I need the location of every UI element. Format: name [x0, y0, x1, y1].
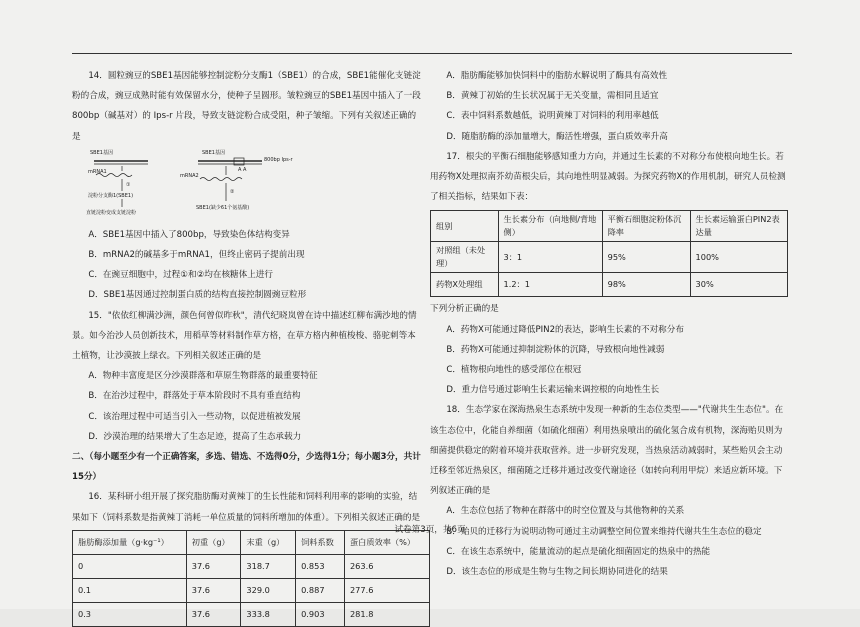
q16-option-a: A．脂肪酶能够加快饲料中的脂肪水解说明了酶具有高效性: [446, 71, 668, 81]
table-header-row: [431, 211, 788, 242]
table-cell: 3：1: [498, 242, 602, 273]
q17-option-b: B．药物X可能通过抑制淀粉体的沉降，导致根向地性减弱: [446, 344, 665, 355]
q16-table: [72, 530, 430, 627]
q16-option-b: B．黄辣丁初始的生长状况属于无关变量，需相同且适宜: [446, 91, 659, 102]
q17-stem: 17．根尖的平衡石细胞能够感知重力方向，并通过生长素的不对称分布使根向地生长。若用药物X处理拟南芥幼苗根尖后，其向地性明显减弱。为探究药物X的作用机制，研究人员检测了相关指标，结果如下表：: [430, 151, 786, 203]
table-cell: 37.6: [186, 578, 241, 602]
fig-left-result-label: 直链淀粉变成支链淀粉: [86, 209, 137, 216]
fig-left-gene-label: SBE1基因: [90, 149, 113, 156]
table-row: [73, 554, 430, 578]
table-cell: 95%: [602, 242, 690, 273]
q18-option-b: B．贻贝的迁移行为说明动物可通过主动调整空间位置来维持代谢共生生态位的稳定: [446, 526, 762, 537]
q17-option-c: C．植物根向地性的感受部位在根冠: [446, 365, 582, 376]
q18-option-d: D．该生态位的形成是生物与生物之间长期协同进化的结果: [446, 567, 668, 578]
table-row: [431, 242, 788, 273]
table-cell: 30%: [690, 273, 787, 297]
q18-option-a: A．生态位包括了物种在群落中的时空位置及与其他物种的关系: [446, 506, 685, 517]
table-row: [73, 602, 430, 626]
table-cell: 0: [73, 554, 187, 578]
table-cell: 37.6: [186, 602, 241, 626]
q16-option-d: D．随脂肪酶的添加量增大，酶活性增强，蛋白质效率升高: [446, 131, 668, 142]
q15-option-a: A．物种丰富度是区分沙漠群落和草原生物群落的最重要特征: [88, 371, 318, 382]
fig-enzyme-label: 淀粉分支酶1(SBE1): [88, 192, 134, 199]
right-column: [430, 66, 790, 582]
table-header-cell: 平衡石细胞淀粉体沉降率: [602, 211, 690, 242]
q17-option-a: A．药物X可能通过降低PIN2的表达，影响生长素的不对称分布: [446, 324, 684, 335]
table-cell: 318.7: [241, 554, 296, 578]
fig-mrna2-label: mRNA2: [180, 172, 199, 179]
q16-option-c: C．表中饲料系数越低，说明黄辣丁对饲料的利用率越低: [446, 111, 659, 122]
table-cell: 0.1: [73, 578, 187, 602]
fig-aa-label: A A: [238, 166, 247, 173]
table-cell: 281.8: [344, 602, 429, 626]
q18-option-c: C．在该生态系统中，能量流动的起点是硫化细菌固定的热泉中的热能: [446, 546, 711, 557]
q16-stem: 16．某科研小组开展了探究脂肪酶对黄辣丁的生长性能和饲料利用率的影响的实验，结果如下（饲料系数是指黄辣丁消耗一单位质量的饲料所增加的体重）。下列相关叙述正确的是: [72, 492, 421, 523]
table-cell: 329.0: [241, 578, 296, 602]
question-18: [430, 400, 790, 582]
table-header-cell: 蛋白质效率（%）: [344, 530, 429, 554]
q15-option-d: D．沙漠治理的结果增大了生态足迹，提高了生态承载力: [88, 431, 302, 442]
q18-stem: 18．生态学家在深海热泉生态系统中发现一种新的生态位类型——"代谢共生生态位"。在该生态位中，化能自养细菌（如硫化细菌）利用热泉喷出的硫化氢合成有机物，深海贻贝则为细菌提供稳定的附着环境并获取营养。进一步研究发现，当热泉活动减弱时，某些贻贝会主动迁移至邻近热泉区，细菌随之迁移并通过改变代谢途径（如转向利用甲烷）来适应新环境。下列叙述正确的是: [430, 405, 784, 497]
fig-right-gene-label: SBE1基因: [202, 149, 225, 156]
fig-insert-label: 800bp Ips-r: [264, 156, 293, 163]
q17-prompt: 下列分析正确的是: [430, 304, 499, 315]
table-cell: 98%: [602, 273, 690, 297]
table-row: [73, 578, 430, 602]
table-header-cell: 饲料系数: [296, 530, 345, 554]
q15-option-b: B．在治沙过程中，群落处于草本阶段时不具有垂直结构: [88, 391, 301, 402]
table-cell: 药物X处理组: [431, 273, 499, 297]
q17-table: [430, 210, 788, 297]
table-cell: 0.3: [73, 602, 187, 626]
fig-step1-label: ①: [126, 181, 131, 188]
q14-option-b: B．mRNA2的碱基多于mRNA1，但终止密码子提前出现: [88, 250, 305, 261]
page-footer: 试卷第3页，共6页: [394, 525, 466, 535]
header-rule: [72, 53, 792, 54]
table-cell: 37.6: [186, 554, 241, 578]
table-header-cell: 初重（g）: [186, 530, 241, 554]
question-15: [72, 306, 422, 447]
q14-option-c: C．在豌豆细胞中，过程①和②均在核糖体上进行: [88, 270, 274, 281]
question-16: [72, 487, 422, 626]
table-cell: 277.6: [344, 578, 429, 602]
question-14: [72, 66, 422, 306]
fig-right-result-label: SBE1(缺少61个氨基酸): [196, 204, 250, 211]
table-header-cell: 生长素运输蛋白PIN2表达量: [690, 211, 787, 242]
table-cell: 0.853: [296, 554, 345, 578]
table-cell: 对照组（未处理）: [431, 242, 499, 273]
q14-option-a: A．SBE1基因中插入了800bp，导致染色体结构变异: [88, 229, 290, 240]
table-cell: 263.6: [344, 554, 429, 578]
table-cell: 333.8: [241, 602, 296, 626]
q17-option-d: D．重力信号通过影响生长素运输来调控根的向地性生长: [446, 385, 660, 396]
fig-mrna1-label: mRNA1: [88, 168, 107, 175]
section-2-heading: 二、（每小题至少有一个正确答案，多选、错选、不选得0分，少选得1分；每小题3分，共计15分）: [72, 452, 421, 483]
q14-stem: 14．圆粒豌豆的SBE1基因能够控制淀粉分支酶1（SBE1）的合成，SBE1能催化支链淀粉的合成，豌豆成熟时能有效保留水分，使种子呈圆形。皱粒豌豆的SBE1基因中插入了一段800bp（碱基对）的 Ips-r 片段，导致支链淀粉合成受阻，种子皱缩。下列有关叙述正确的是: [72, 71, 421, 142]
gene-expression-figure: [88, 149, 422, 223]
question-16-options: [430, 66, 790, 147]
table-cell: 1.2：1: [498, 273, 602, 297]
question-17: [430, 147, 790, 401]
fig-step2-label: ②: [230, 188, 235, 195]
table-header-cell: 生长素分布（向地侧/背地侧）: [498, 211, 602, 242]
q15-stem: 15．"依依红柳满沙洲，颜色何曾似昨秋"，清代纪晓岚曾在诗中描述红柳布满沙地的情景。如今治沙人员创新技术，用稻草等材料制作草方格，在草方格内种植梭梭、骆驼刺等本土植物，让沙漠披上绿衣。下列相关叙述正确的是: [72, 310, 417, 362]
table-cell: 0.887: [296, 578, 345, 602]
q15-option-c: C．该治理过程中可适当引入一些动物，以促进植被发展: [88, 411, 301, 422]
table-cell: 0.903: [296, 602, 345, 626]
q14-option-d: D．SBE1基因通过控制蛋白质的结构直接控制圆豌豆粒形: [88, 290, 307, 301]
table-header-cell: 末重（g）: [241, 530, 296, 554]
left-column: [72, 66, 422, 627]
table-row: [431, 273, 788, 297]
table-header-cell: 脂肪酶添加量（g·kg⁻¹）: [73, 530, 187, 554]
table-header-cell: 组别: [431, 211, 499, 242]
table-cell: 100%: [690, 242, 787, 273]
